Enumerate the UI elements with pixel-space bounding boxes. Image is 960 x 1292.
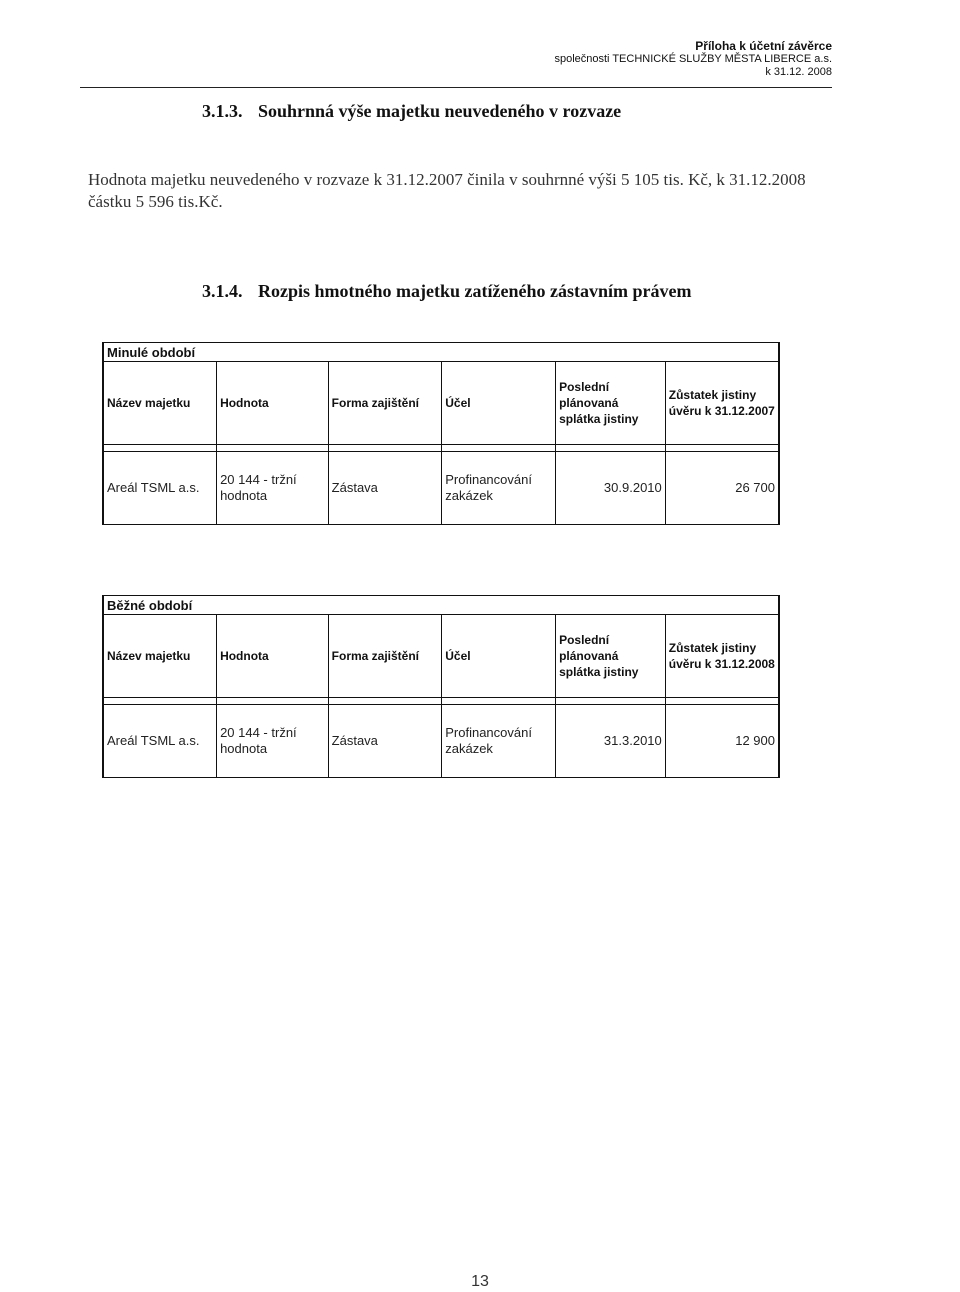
table-previous-period <box>102 342 780 525</box>
document-header <box>554 40 832 79</box>
col-header-name: Název majetku <box>103 615 217 698</box>
header-rule <box>80 87 832 88</box>
section-314-title: Rozpis hmotného majetku zatíženého zástavním právem <box>258 281 692 301</box>
period-label: Minulé období <box>103 343 779 362</box>
cell-purpose: Profinancování zakázek <box>442 705 556 778</box>
section-314-number: 3.1.4. <box>202 281 243 301</box>
cell-security-form: Zástava <box>328 705 442 778</box>
header-company: společnosti TECHNICKÉ SLUŽBY MĚSTA LIBERCE a.s. <box>554 53 832 65</box>
cell-balance: 12 900 <box>665 705 779 778</box>
col-header-balance: Zůstatek jistiny úvěru k 31.12.2008 <box>665 615 779 698</box>
section-313-number: 3.1.3. <box>202 101 243 121</box>
cell-name: Areál TSML a.s. <box>103 452 217 525</box>
cell-security-form: Zástava <box>328 452 442 525</box>
col-header-name: Název majetku <box>103 362 217 445</box>
table-row <box>103 705 779 778</box>
section-313-heading <box>202 101 621 122</box>
col-header-last-installment: Poslední plánovaná splátka jistiny <box>556 362 666 445</box>
col-header-purpose: Účel <box>442 362 556 445</box>
col-header-security-form: Forma zajištění <box>328 362 442 445</box>
table-current-period <box>102 595 780 778</box>
page-number: 13 <box>471 1273 489 1290</box>
cell-last-installment: 30.9.2010 <box>556 452 666 525</box>
cell-purpose: Profinancování zakázek <box>442 452 556 525</box>
cell-balance: 26 700 <box>665 452 779 525</box>
section-313-title: Souhrnná výše majetku neuvedeného v rozvaze <box>258 101 622 121</box>
header-date: k 31.12. 2008 <box>765 66 832 78</box>
col-header-value: Hodnota <box>217 615 329 698</box>
cell-name: Areál TSML a.s. <box>103 705 217 778</box>
table-row <box>103 452 779 525</box>
cell-value: 20 144 - tržní hodnota <box>217 705 329 778</box>
col-header-purpose: Účel <box>442 615 556 698</box>
col-header-balance: Zůstatek jistiny úvěru k 31.12.2007 <box>665 362 779 445</box>
col-header-last-installment: Poslední plánovaná splátka jistiny <box>556 615 666 698</box>
header-title: Příloha k účetní závěrce <box>695 39 832 53</box>
cell-value: 20 144 - tržní hodnota <box>217 452 329 525</box>
period-label: Běžné období <box>103 596 779 615</box>
cell-last-installment: 31.3.2010 <box>556 705 666 778</box>
section-313-text: Hodnota majetku neuvedeného v rozvaze k 31.12.2007 činila v souhrnné výši 5 105 tis. Kč, k 31.12.2008 částku 5 596 tis.Kč. <box>88 170 806 211</box>
col-header-security-form: Forma zajištění <box>328 615 442 698</box>
col-header-value: Hodnota <box>217 362 329 445</box>
section-314-heading <box>202 281 691 302</box>
